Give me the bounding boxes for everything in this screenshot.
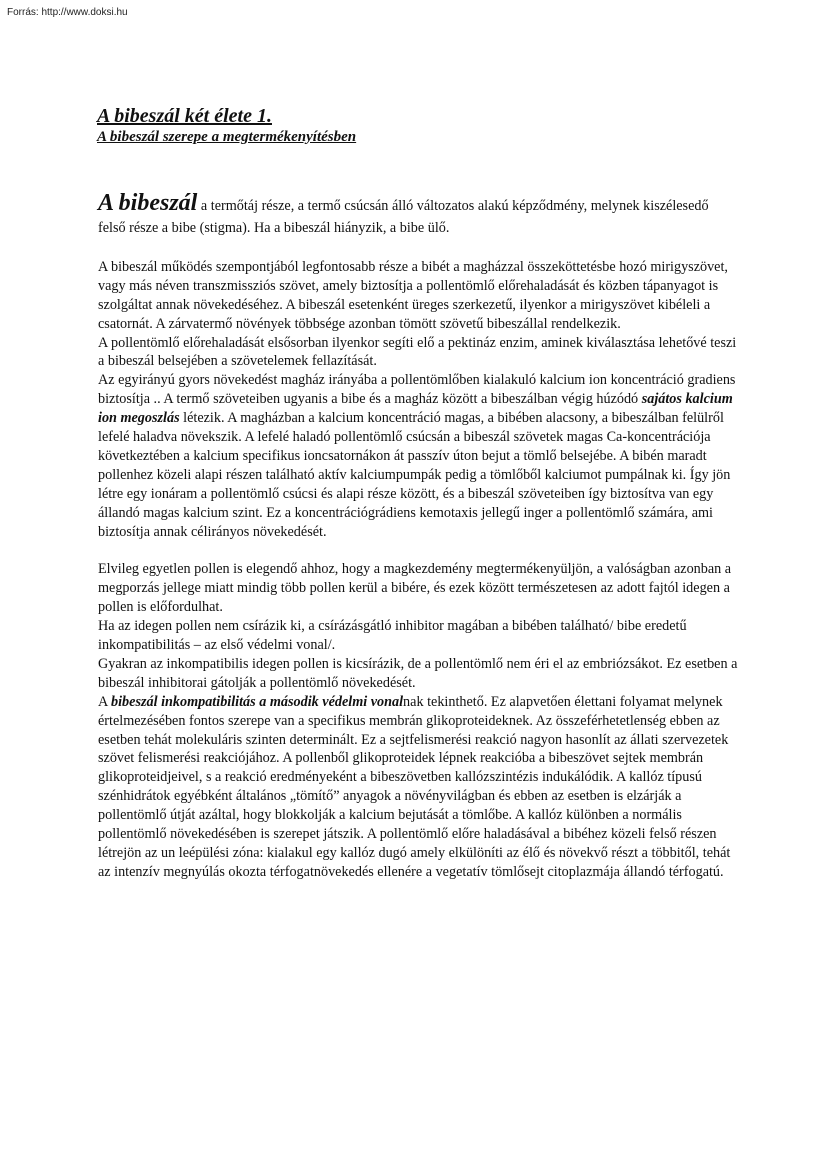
document-title: A bibeszál két élete 1. — [97, 105, 272, 127]
paragraph-pectinase: A pollentömlő előrehaladását elsősorban ilyenkor segíti elő a pektináz enzim, aminek kiválasztása lehetővé teszi a bibeszál belsejében a szövetelemek fellazítását. — [98, 334, 737, 370]
paragraph-transmission-tissue: A bibeszál működés szempontjából legfontosabb része a bibét a magházzal összeköttetésbe hozó mirigyszövet, vagy más néven transzmissziós szövet, amely biztosítja a pollentömlő előrehaladását és közben tápanyagot is szolgáltat annak növekedéséhez. A bibeszál esetenként üreges szerkezetű, ilyenkor a mirigyszövet kibéleli a csatornát. A zárvatermő növények többsége azonban tömött szövetű bibeszállal rendelkezik. — [98, 258, 728, 332]
document-body — [98, 192, 738, 882]
paragraph-second-defense — [98, 693, 738, 882]
p3-emphasis: sajátos kalcium ion megoszlás — [98, 391, 733, 427]
p3-before: Az egyirányú gyors növekedést magház irányába a pollentömlőben kialakuló kalcium ion koncentráció gradiens biztosítja .. A termő szöveteiben ugyanis a bibe és a magház között a bibeszálban végig húzódó — [98, 372, 736, 408]
p7-emphasis: bibeszál inkompatibilitás a második védelmi vonal — [111, 693, 404, 710]
source-note: Forrás: http://www.doksi.hu — [7, 7, 128, 18]
intro-paragraph — [98, 192, 738, 239]
intro-term: A bibeszál — [98, 190, 198, 216]
p7-before: A — [98, 693, 112, 710]
paragraph-calcium-gradient — [98, 371, 738, 541]
paragraph-pollination: Elvileg egyetlen pollen is elegendő ahhoz, hogy a magkezdemény megtermékenyüljön, a valóságban azonban a megporzás jellege miatt mindig több pollen kerül a bibére, és ezek között természetesen az adott fajtól idegen a pollen is előfordulhat. — [98, 561, 732, 616]
p7-after: nak tekinthető. Ez alapvetően élettani folyamat melynek értelmezésében fontos szerepe van a specifikus membrán glikoproteideknek. Az összeférhetetlenség ebben az esetben tehát molekuláris szinten determinált. Ez a sejtfelismerési reakció nagyon hasonlít az állati szervezetek szövet felismerési reakciójához. A pollenből glikoproteidek lépnek reakcióba a bibeszövet sejtek membrán glikoproteidjeivel, s a reakció eredményeként a bibeszövetben kallózszintézis indukálódik. A kallóz típusú szénhidrátok egyébként általános „tömítő” anyagok a növényvilágban és ebben az esetben is elzárják a pollentömlő útját azáltal, hogy blokkolják a kalcium bejutását a tömlőbe. A kallóz különben a normális pollentömlő növekedésében is szerepet játszik. A pollentömlő előre haladásával a bibéhez közeli felső részen létrejön az un leépülési zóna: kialakul egy kallóz dugó amely elkülöníti az élő és növekvő részt a többitől, tehát az intenzív megnyúlás okozta térfogatnövekedés ellenére a vegetatív tömlősejt citoplazmája állandó térfogatú. — [98, 693, 731, 880]
title-block — [97, 104, 356, 146]
intro-text: a termőtáj része, a termő csúcsán álló változatos alakú képződmény, melynek kiszélesedő felső része a bibe (stigma). Ha a bibeszál hiányzik, a bibe ülő. — [98, 198, 709, 236]
paragraph-style-inhibitors: Gyakran az inkompatibilis idegen pollen is kicsírázik, de a pollentömlő nem éri el az embriózsákot. Ez esetben a bibeszál inhibitorai gátolják a pollentömlő növekedését. — [98, 655, 738, 691]
paragraph-first-defense: Ha az idegen pollen nem csírázik ki, a csírázásgátló inhibitor magában a bibében található/ bibe eredetű inkompatibilitás – az első védelmi vonal/. — [98, 618, 687, 653]
p3-after: létezik. A magházban a kalcium koncentráció magas, a bibében alacsony, a bibeszálban felülről lefelé haladva növekszik. A lefelé haladó pollentömlő csúcsán a bibeszál szövetek magas Ca-koncentrációja következtében a kalcium specifikus ioncsatornákon át passzív úton bejut a tömlő belsejébe. A bibén maradt pollenhez közeli alapi részen található aktív kalciumpumpák pedig a tömlőből kalciumot pumpálnak ki. Így jön létre egy ionáram a pollentömlő csúcsi és alapi része között, és a bibeszál szöveteiben így biztosítva van egy állandó magas kalcium szint. Ez a koncentrációgrádiens kemotaxis jellegű inger a pollentömlő számára, ami biztosítja annak célirányos növekedését. — [98, 410, 731, 540]
document-subtitle: A bibeszál szerepe a megtermékenyítésben — [97, 129, 357, 145]
